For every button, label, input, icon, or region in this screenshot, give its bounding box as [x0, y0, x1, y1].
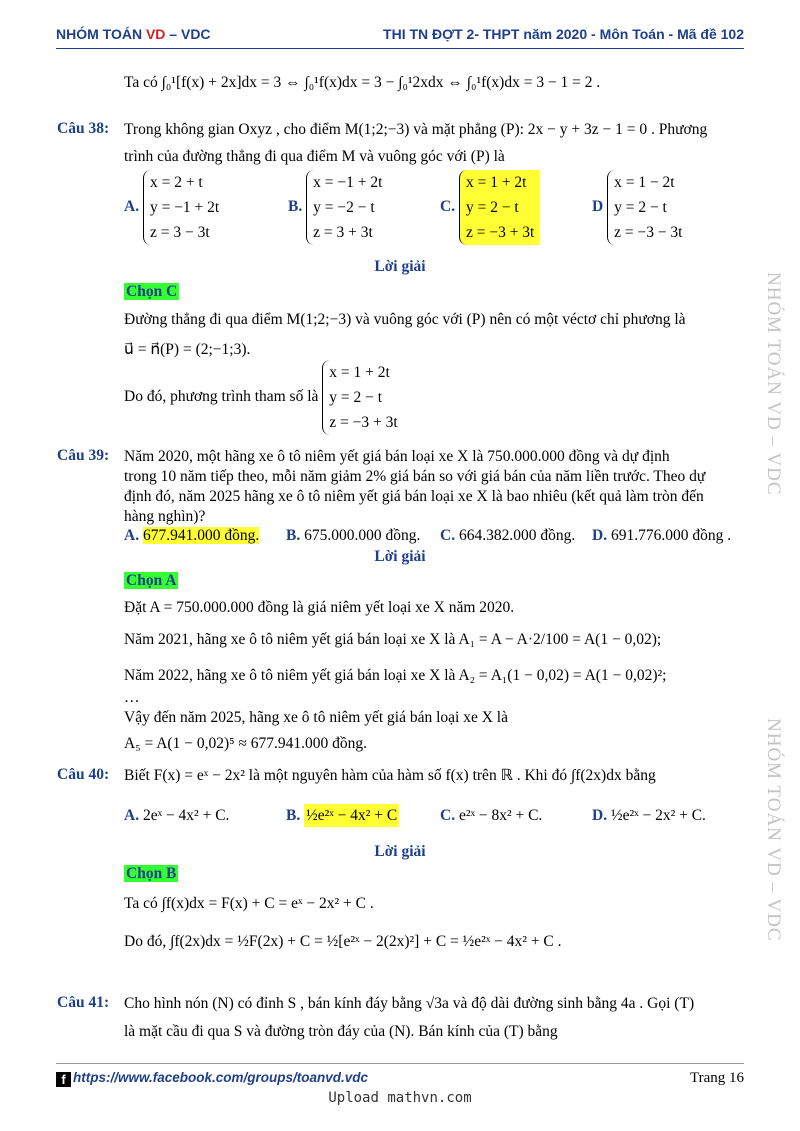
- page-footer: [56, 1070, 744, 1087]
- q38-option-d[interactable]: D x = 1 − 2t y = 2 − t z = −3 − 3t: [592, 170, 683, 245]
- q39-option-c[interactable]: C. 664.382.000 đồng.: [440, 527, 576, 544]
- header-divider: [56, 48, 744, 49]
- q39-options: [124, 526, 744, 546]
- q38-solution-title: Lời giải: [374, 258, 426, 275]
- q39-solution: Đặt A = 750.000.000 đồng là giá niêm yết loại xe X năm 2020. Năm 2021, hãng xe ô tô niêm yết giá bán loại xe X là A₁ = A − A·2/100 = A(1 − 0,02); Năm 2022, hãng xe ô tô niêm yết giá bán loại xe X là A₂ = A₁(1 − 0,02) = A(1 − 0,02)²; … Vậy đến năm 2025, hãng xe ô tô niêm yết giá bán loại xe X là A₅ = A(1 − 0,02)⁵ ≈ 677.941.000 đồng.: [124, 599, 667, 752]
- q39-solution-title: Lời giải: [374, 548, 426, 565]
- q38-option-a[interactable]: A. x = 2 + t y = −1 + 2t z = 3 − 3t: [124, 170, 219, 245]
- facebook-group-link[interactable]: https://www.facebook.com/groups/toanvd.vdc: [73, 1070, 369, 1085]
- prev-solution-line: Ta có ∫₀¹[f(x) + 2x]dx = 3 ⇔ ∫₀¹f(x)dx = 3 − ∫₀¹2xdx ⇔ ∫₀¹f(x)dx = 3 − 1 = 2 .: [124, 74, 601, 91]
- q40-option-a[interactable]: A. 2eˣ − 4x² + C.: [124, 807, 230, 824]
- upload-credit: Upload mathvn.com: [328, 1090, 472, 1106]
- footer-divider: [56, 1063, 744, 1064]
- q40-option-c[interactable]: C. e²ˣ − 8x² + C.: [440, 807, 543, 824]
- header-left: NHÓM TOÁN VD – VDC: [56, 26, 211, 42]
- q40-solution-title: Lời giải: [374, 843, 426, 860]
- q38-option-c[interactable]: C. x = 1 + 2t y = 2 − t z = −3 + 3t: [440, 170, 540, 245]
- q39-option-d[interactable]: D. 691.776.000 đồng .: [592, 527, 732, 544]
- q38-number: Câu 38:: [57, 120, 110, 137]
- facebook-icon: f: [56, 1072, 71, 1087]
- q40-solution: Ta có ∫f(x)dx = F(x) + C = eˣ − 2x² + C . Do đó, ∫f(2x)dx = ½F(2x) + C = ½[e²ˣ − 2(2x)²] + C = ½e²ˣ − 4x² + C .: [124, 895, 562, 950]
- q38-text: Trong không gian Oxyz , cho điểm M(1;2;−3) và mặt phẳng (P): 2x − y + 3z − 1 = 0 . Phương trình của đường thẳng đi qua điểm M và vuông góc với (P) là: [124, 121, 708, 165]
- q39-text: Năm 2020, một hãng xe ô tô niêm yết giá bán loại xe X là 750.000.000 đồng và dự định trong 10 năm tiếp theo, mỗi năm giảm 2% giá bán so với giá bán của năm liền trước. Theo dự định đó, năm 2025 hãng xe ô tô niêm yết giá bán loại xe X là bao nhiêu (kết quả làm tròn đến hàng nghìn)?: [124, 448, 706, 525]
- q38-option-b[interactable]: B. x = −1 + 2t y = −2 − t z = 3 + 3t: [288, 170, 382, 245]
- q40-text: Biết F(x) = eˣ − 2x² là một nguyên hàm của hàm số f(x) trên ℝ . Khi đó ∫f(2x)dx bằng: [124, 767, 656, 784]
- page-number: Trang 16: [689, 1070, 744, 1086]
- q40-chosen: Chọn B: [126, 865, 177, 882]
- q40-options: [124, 806, 744, 826]
- q39-option-a[interactable]: A. 677.941.000 đồng.: [124, 527, 260, 544]
- watermark-1: NHÓM TOÁN VD – VDC: [763, 272, 784, 496]
- q40-number: Câu 40:: [57, 766, 110, 783]
- q39-number: Câu 39:: [57, 447, 110, 464]
- q38-solution-system: Do đó, phương trình tham số là x = 1 + 2t y = 2 − t z = −3 + 3t: [124, 360, 744, 435]
- q39-option-b[interactable]: B. 675.000.000 đồng.: [286, 527, 421, 544]
- q39-chosen: Chọn A: [126, 572, 177, 589]
- q41-text: Cho hình nón (N) có đỉnh S , bán kính đáy bằng √3a và độ dài đường sinh bằng 4a . Gọi (T) là mặt cầu đi qua S và đường tròn đáy của (N). Bán kính của (T) bằng: [124, 995, 695, 1040]
- q38-solution: Đường thẳng đi qua điểm M(1;2;−3) và vuông góc với (P) nên có một véctơ chỉ phương là u⃗ = n⃗(P) = (2;−1;3).: [124, 311, 686, 358]
- q41-number: Câu 41:: [57, 994, 110, 1011]
- q40-option-d[interactable]: D. ½e²ˣ − 2x² + C.: [592, 807, 706, 824]
- header-right: THI TN ĐỢT 2- THPT năm 2020 - Môn Toán - Mã đề 102: [383, 26, 744, 42]
- watermark-2: NHÓM TOÁN VD – VDC: [763, 718, 784, 942]
- q40-option-b[interactable]: B. ½e²ˣ − 4x² + C: [286, 806, 399, 826]
- q38-chosen: Chọn C: [126, 283, 178, 300]
- page-header: [56, 22, 744, 46]
